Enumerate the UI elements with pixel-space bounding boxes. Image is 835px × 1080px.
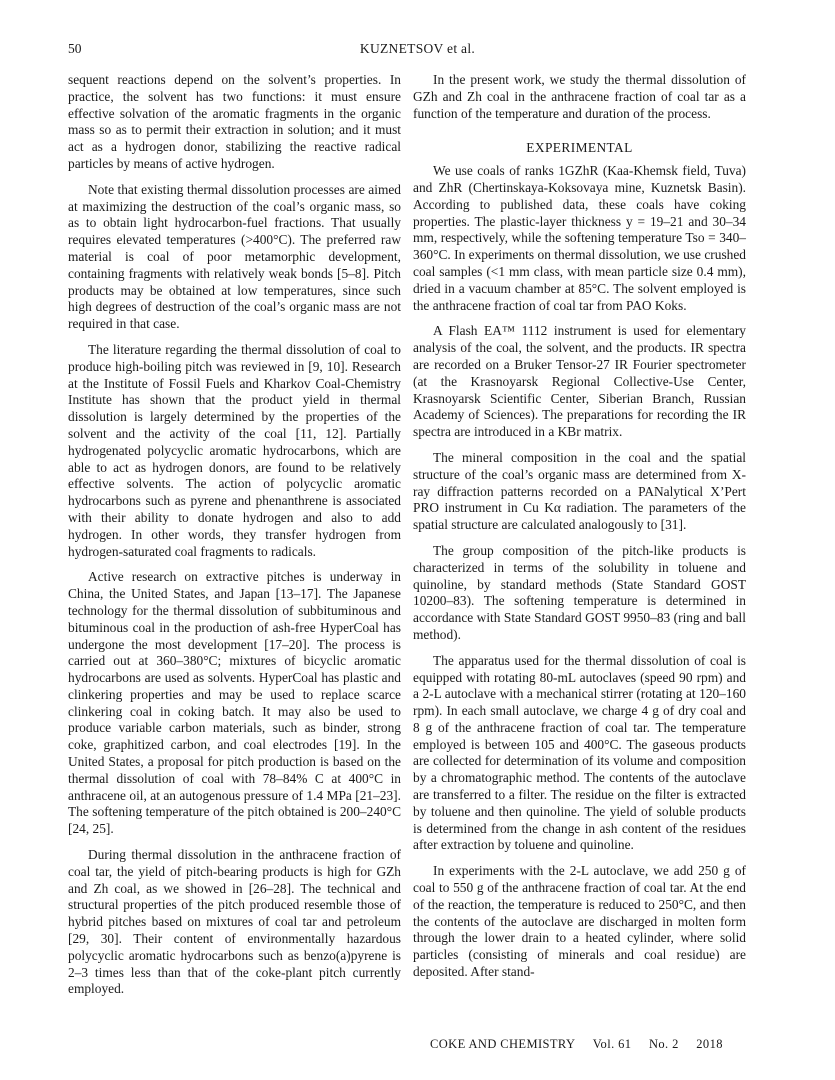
paragraph: The apparatus used for the thermal dissolution of coal is equipped with rotating 80-mL autoclaves (speed 90 rpm) and a 2-L autoclave with a mechanical stirrer (rotating at 120–160 rpm). In each small autoclave, we charge 4 g of dry coal and 8 g of the anthracene fraction of coal tar. The temperature employed is between 105 and 400°C. The gaseous products are collected for determination of its volume and composition by a chromatographic method. The contents of the autoclave are transferred to a filter. The residue on the filter is extracted by toluene and then quinoline. The yield of soluble products is determined from the change in ash content of the residues after extraction by toluene and quinoline. (413, 652, 746, 853)
paragraph: Active research on extractive pitches is underway in China, the United States, and Japan [13–17]. The Japanese technology for the thermal dissolution of subbituminous and bituminous coal in the production of ash-free HyperCoal has undergone the most development [17–20]. The process is carried out at 360–380°C; mixtures of bicyclic aromatic hydrocarbons are used as solvents. HyperCoal has plastic and clinkering properties and may be used to replace scarce clinkering coal in coking batch. It may also be used to produce variable carbon materials, such as binder, strong coke, graphitized carbon, and coal electrodes [19]. In the United States, a proposal for pitch production is based on the thermal dissolution of coal with 78–84% C at 400°C in anthracene oil, at an autogenous pressure of 1.4 MPa [21–23]. The softening temperature of the pitch obtained is 200–240°C [24, 25]. (68, 569, 401, 837)
section-title: EXPERIMENTAL (526, 140, 633, 156)
paragraph: The literature regarding the thermal dissolution of coal to produce high-boiling pitch was reviewed in [9, 10]. Research at the Institute of Fossil Fuels and Kharkov Coal-Chemistry Institute has shown that the product yield in thermal dissolution is largely determined by the properties of the solvent and the activity of the coal [11, 12]. Partially hydrogenated polycyclic aromatic hydrocarbons, which are able to act as hydrogen donors, are found to be relatively effective solvents. The action of polycyclic aromatic hydrocarbons such as pyrene and phenanthrene is associated with their ability to donate hydrogen and also to add hydrogen. In other words, they transfer hydrogen from hydrogen-saturated coal fragments to radicals. (68, 341, 401, 559)
paragraph: The mineral composition in the coal and the spatial structure of the coal’s organic mass are determined from X-ray diffraction patterns recorded on a PANalytical X’Pert PRO instrument in Cu Kα radiation. The parameters of the spatial structure are calculated analogously to [31]. (413, 449, 746, 533)
journal-number: No. 2 (648, 1037, 679, 1051)
paragraph: sequent reactions depend on the solvent’s properties. In practice, the solvent has two functions: it must ensure effective solvation of the aromatic fragments in the organic mass so as to permit their extraction in solution; and it must act as a hydrogen donor, stabilizing the reactive radical particles by means of active hydrogen. (68, 72, 401, 171)
journal-year: 2018 (696, 1037, 723, 1051)
page-footer (430, 1037, 723, 1052)
page-header (0, 41, 835, 61)
paragraph: A Flash EA™ 1112 instrument is used for elementary analysis of the coal, the solvent, and the products. IR spectra are recorded on a Bruker Tensor-27 IR Fourier spectrometer (at the Krasnoyarsk Regional Collective-Use Center, Krasnoyarsk Scientific Center, Siberian Branch, Russian Academy of Sciences). The preparations for recording the IR spectra are introduced in a KBr matrix. (413, 323, 746, 440)
right-column (413, 72, 746, 990)
journal-name: COKE AND CHEMISTRY (430, 1037, 576, 1051)
paragraph: During thermal dissolution in the anthracene fraction of coal tar, the yield of pitch-bearing products is high for GZh and Zh coal, as we showed in [26–28]. The technical and structural properties of the pitch produced resemble those of hybrid pitches based on mixtures of coal tar and petroleum [29, 30]. Their content of environmentally hazardous polycyclic aromatic hydrocarbons such as benzo(a)pyrene is 2–3 times less than that of the coke-plant pitch currently employed. (68, 847, 401, 997)
paragraph: In the present work, we study the thermal dissolution of GZh and Zh coal in the anthracene fraction of coal tar as a function of the temperature and duration of the process. (413, 72, 746, 121)
running-head: KUZNETSOV et al. (359, 41, 476, 56)
page-number: 50 (68, 41, 82, 56)
paragraph: We use coals of ranks 1GZhR (Kaa-Khemsk field, Tuva) and ZhR (Chertinskaya-Koksovaya mine, Kuznetsk Basin). According to published data, these coals have coking properties. The plastic-layer thickness y = 19–21 and 30–34 mm, respectively, while the softening temperature Tso = 340–360°C. In experiments on thermal dissolution, we use crushed coal samples (<1 mm class, with mean particle size 0.4 mm), dried in a vacuum chamber at 85°C. The solvent employed is the anthracene fraction of coal tar from PAO Koks. (413, 163, 746, 313)
left-column (68, 72, 401, 1007)
paragraph: In experiments with the 2-L autoclave, we add 250 g of coal to 550 g of the anthracene fraction of coal tar. At the end of the reaction, the temperature is reduced to 250°C, and then the contents of the autoclave are discharged in molten form through the lower drain to a heated cylinder, where solid particles (consisting of minerals and coal residue) are deposited. After stand- (413, 863, 746, 980)
paragraph: The group composition of the pitch-like products is characterized in terms of the solubility in toluene and quinoline, by standard methods (State Standard GOST 10200–83). The softening temperature is determined in accordance with State Standard GOST 9950–83 (ring and ball method). (413, 542, 746, 642)
journal-volume: Vol. 61 (592, 1037, 632, 1051)
paragraph: Note that existing thermal dissolution processes are aimed at maximizing the destruction of the coal’s organic mass, so as to obtain light hydrocarbon-fuel fractions. That usually requires elevated temperatures (>400°C). The preferred raw material is coal of poor metamorphic development, containing fragments with relatively weak bonds [5–8]. Pitch products may be obtained at low temperatures, since such high degrees of destruction of the coal’s organic mass are not required in that case. (68, 181, 401, 332)
